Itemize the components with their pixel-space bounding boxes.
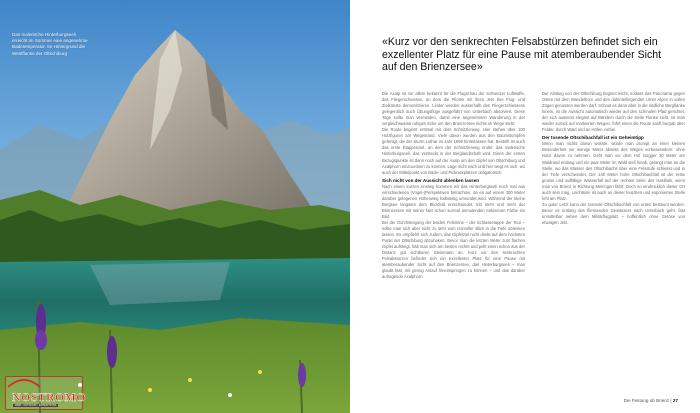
logo-arch-icon	[6, 377, 42, 388]
pull-quote: «Kurz vor den senkrechten Felsabstürzen befindet sich ein exzellenter Platz für eine Pause mit atemberaubender Sicht auf den Brienzersee»	[382, 36, 662, 74]
logo-wordmark: NOSTROMO	[12, 390, 86, 404]
paragraph: Die Axalp ist vor allem bekannt für die Flugschau der Schweizer Luftwaffe, das Fliegerschiessen, an dem die Piloten mit ihren Jets ihre Flug- und Zielkünste demonstrieren. Leider werden ausserhalb des Fliegerschiessens gelegentlich auch Übungsflüge ausgeführt von Unterbach absolviert. Diese Tage sollte man vermeiden, damit eine angenehmen Wanderung in der vergleichsweise ruhigen Ecke um den Brienzersee nichts im Wege steht.	[382, 91, 525, 127]
text-column-right	[542, 91, 685, 226]
paragraph: Die Route beginnt erstmal mit dem Schnitzlerweg. Hier stehen über 100 Holzfiguren am Wegesrand. Viele davon wurden aus den Baumstumpfen gefertigt, die der Sturm Lothar im Jahr 1999 hinterlassen hat. Bestellt ist auch das erste Etappenziel, an dem der Schnitzlerweg endet: das malerische Hinterburgseeli, das versteckt in der Berglandschaft wird. Eines der ersten Bezugspunkte ist dann noch auf der Axalp um den Gipfel von Oltschiburg und Axalphorn einzuordnen zu können. Lage nicht nach und hier wegt es sich, wo auch der Mittelpunkt von Bade- und Picknickplätzen obligatorisch.	[382, 127, 525, 175]
photo-caption: Das malerische Hinterburgseeli erreicht im Sommer eine angenehme Badetemperatur. Im Hintergrund die Westflanke der Oltschiburg	[12, 32, 88, 56]
section-heading: Sich nicht von der Aussicht ablenken lassen	[382, 177, 480, 183]
section-heading: Der tosende Oltschibachfall ist ein Geheimtipp	[542, 135, 644, 141]
paragraph: Bei der Durchsteigung der beiden Felsrinne – der Schlussetappe der Tour – sollte man sich aber nicht zu sehr vom reizvoller Blick in die Tiefe ablenken lassen. Es empfiehlt sich zudem, das Gipfelziel nicht direkt auf dem höchsten Punkt der Oltschiburg abzuhaken. Bevor man die letzten Meter zum flachen Gipfel aufsteigt, hält man sich am besten rechts und pellt einen schon aus der Distanz gut sichtbaren Steinmann an. Kurz vor den senkrechten Felsabstürzen befindet sich ein exzellenter Platz für eine Pause mit atemberaubender Sicht auf den Brienzersee, das Hinterburgseeli – man glaubt fast, mit genug Anlauf hineinspringen zu können – und das darüber aufragende Axalphorn.	[382, 219, 525, 280]
page-footer: Die Festung ob Brienz | 27	[623, 398, 678, 403]
running-title: Die Festung ob Brienz	[623, 398, 670, 403]
paragraph: Wenn man nichts davon wüsste, würde man prompt an einer kleinen Besonderheit nur wenige Meter abseits des Weges vorbeiwandern: ohne Notiz davon zu nehmen. Geht man vor dem Hof Gugger 30 Meter am Waldrand entlang und ein paar Meter im Wald steil hinab, gelangt man an die Stelle, wo das Wasser des Oltschibachs über eine Felsstufe schiesst und in der Tiefe verschwindet. Der 140 Meter hohe Oltschibachfall ist der erste grosse und auffällige Wasserfall auf der rechten Seite des Haslitals, wenn man von Brienz in Richtung Meiringen fährt. Doch so eindrücklich dieser Ort auch sein mag, Leichtsinn ist auch an dieser feuchten und exponierten Stelle fehl am Platz.	[542, 141, 685, 201]
text-column-left	[382, 91, 525, 280]
paragraph: Der Abstieg von der Oltschiburg beginnt leicht, sodass das Panorama gegen Osten mit dem Wandelhorn und den dahinterliegenden Urner Alpen in vollen Zügen genossen werden darf. Schaut es dann aber in die südliche Bergflanke hinein, ist die Aussicht automatisch wieder auf den schmalen Pfad gerichtet, der sich ausserst elegant auf Bändern durch die steile Flanke zieht. Ist man wieder zurück auf markierten Wegen, führt einen die Route sanft bergab über Felder, durch Wald und an Höfen vorbei.	[542, 91, 685, 133]
paragraph: Zu guter Letzt kann der tosende Oltschibachfall von unten bestaunt werden. Bevor es entlang des fliessenden Gewässers nach Unterbach geht, fast unmittelbar neben dem Militärflugplatz – hoffentlich ohne Getöse von etwaigen Jets.	[542, 201, 685, 225]
page-number: 27	[672, 398, 678, 403]
logo-tagline: WEB • OUTDOOR • EXPEDITIONS	[15, 404, 57, 407]
nostromo-logo	[5, 376, 86, 410]
paragraph: Nach einem kurzen Anstieg kommen wir das Hinterburgseeli noch mal aus verschiedenen (Vogel-)Perspektiven betrachten, da es auf einem 300 Meter darüber gelegenen Höhenweg halbseitig umrundet wird. Während der kleine Bergsee langsam dem Blickfeld entschwindet, tritt mehr und mehr der Brienzersee mit seiner fast schon surreal anmutenden türkisenen Farbe ins Bild.	[382, 183, 525, 219]
article-page	[350, 0, 700, 413]
